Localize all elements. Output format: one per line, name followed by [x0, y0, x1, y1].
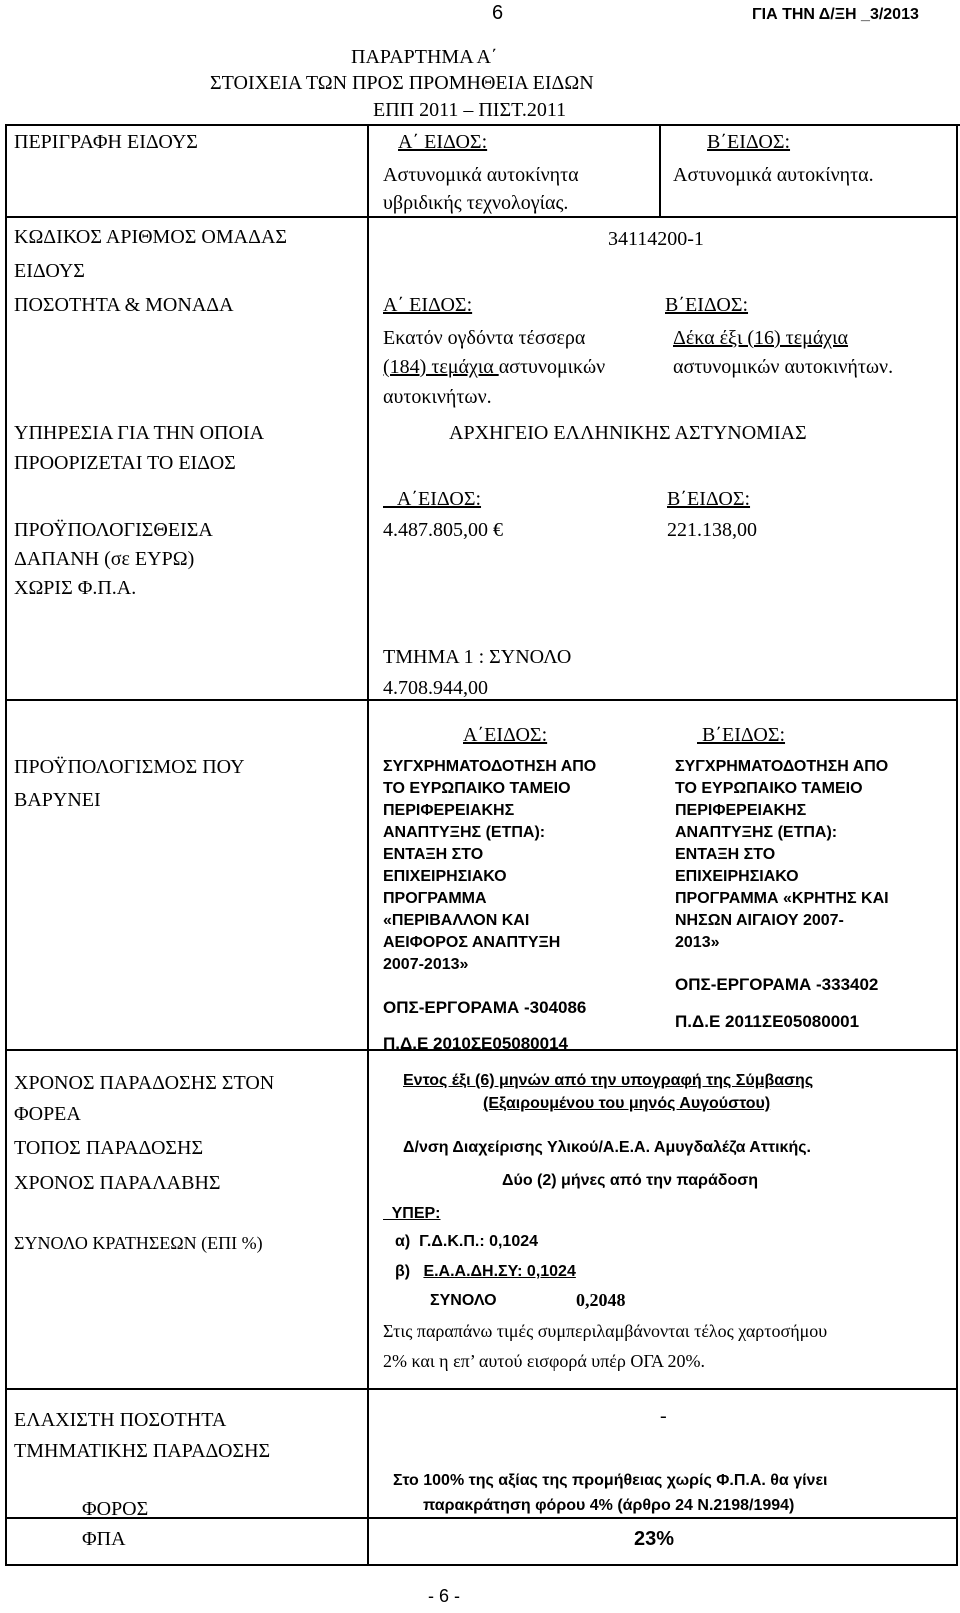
quantity-a-count-rest: αστυνομικών — [498, 356, 606, 378]
description-label: ΠΕΡΙΓΡΑΦΗ ΕΙΔΟΥΣ — [14, 131, 198, 153]
service-label: ΥΠΗΡΕΣΙΑ ΓΙΑ ΤΗΝ ΟΠΟΙΑ — [14, 422, 265, 444]
budget-b-value: 221.138,00 — [667, 519, 757, 541]
budget-label: ΠΡΟΫΠΟΛΟΓΙΣΘΕΙΣΑ — [14, 519, 213, 541]
funding-b-pde: Π.Δ.Ε 2011ΣΕ05080001 — [675, 1012, 860, 1031]
quantity-a-text: Εκατόν ογδόντα τέσσερα — [383, 327, 586, 349]
funding-a-ops: ΟΠΣ-ΕΡΓΟΡΑΜΑ -304086 — [383, 998, 587, 1017]
vat-value: 23% — [634, 1528, 675, 1550]
deductions-note-cont: 2% και η επ’ αυτού εισφορά υπέρ ΟΓΑ 20%. — [383, 1351, 705, 1371]
group-code-label: ΚΩΔΙΚΟΣ ΑΡΙΘΜΟΣ ΟΜΑΔΑΣ — [14, 226, 288, 248]
table-border-bottom — [5, 1564, 958, 1566]
annex-subtitle: ΣΤΟΙΧΕΙΑ ΤΩΝ ΠΡΟΣ ΠΡΟΜΗΘΕΙΑ ΕΙΔΩΝ — [210, 72, 594, 94]
receipt-time-label: ΧΡΟΝΟΣ ΠΑΡΑΛΑΒΗΣ — [14, 1172, 221, 1194]
vat-label: ΦΠΑ — [82, 1528, 126, 1550]
delivery-time-value: Εντος έξι (6) μηνών από την υπογραφή της Σύμβασης — [403, 1072, 814, 1089]
quantity-a-heading: Α΄ ΕΙΔΟΣ: — [383, 294, 473, 316]
delivery-place-value: Δ/νση Διαχείρισης Υλικού/Α.Ε.Α. Αμυγδαλέζα Αττικής. — [403, 1139, 811, 1156]
funding-a-heading: Α΄ΕΙΔΟΣ: — [463, 724, 548, 746]
table-border-right — [956, 124, 958, 1566]
item-a-heading: Α΄ ΕΙΔΟΣ: — [398, 131, 488, 153]
quantity-b-heading: Β΄ΕΙΔΟΣ: — [665, 294, 749, 316]
service-value: ΑΡΧΗΓΕΙΟ ΕΛΛΗΝΙΚΗΣ ΑΣΤΥΝΟΜΙΑΣ — [449, 422, 807, 444]
funding-b-ops: ΟΠΣ-ΕΡΓΟΡΑΜΑ -333402 — [675, 975, 879, 994]
min-quantity-value: - — [660, 1405, 667, 1427]
cpv-code: 34114200-1 — [608, 228, 704, 250]
budget-total-label: ΤΜΗΜΑ 1 : ΣΥΝΟΛΟ — [383, 646, 572, 668]
table-row-divider — [5, 1388, 958, 1390]
quantity-a-unit: αυτοκινήτων. — [383, 386, 492, 408]
table-border-left — [5, 124, 7, 1566]
delivery-time-label: ΧΡΟΝΟΣ ΠΑΡΑΔΟΣΗΣ ΣΤΟΝ — [14, 1072, 275, 1094]
annex-title: ΠΑΡΑΡΤΗΜΑ Α΄ — [351, 46, 498, 68]
min-quantity-label-cont: ΤΜΗΜΑΤΙΚΗΣ ΠΑΡΑΔΟΣΗΣ — [14, 1440, 271, 1462]
table-border-top — [5, 124, 960, 126]
deduction-b: β) Ε.Α.Α.ΔΗ.ΣΥ: 0,1024 — [395, 1263, 576, 1280]
quantity-b-text: Δέκα έξι (16) τεμάχια — [673, 327, 849, 349]
deductions-heading: ΥΠΕΡ: — [383, 1205, 441, 1222]
item-a-description-cont: υβριδικής τεχνολογίας. — [383, 192, 569, 214]
tax-value-cont: παρακράτηση φόρου 4% (άρθρο 24 Ν.2198/1994) — [423, 1497, 795, 1514]
deductions-note: Στις παραπάνω τιμές συμπεριλαμβάνονται τέλος χαρτοσήμου — [383, 1321, 828, 1341]
table-row-divider — [5, 216, 958, 218]
deduction-a: α) Γ.Δ.Κ.Π.: 0,1024 — [395, 1233, 539, 1250]
page-number: 6 — [492, 2, 504, 24]
funding-label: ΠΡΟΫΠΟΛΟΓΙΣΜΟΣ ΠΟΥ — [14, 756, 245, 778]
budget-b-heading: Β΄ΕΙΔΟΣ: — [667, 488, 751, 510]
budget-a-value: 4.487.805,00 € — [383, 519, 503, 541]
deductions-total-value: 0,2048 — [576, 1290, 626, 1310]
delivery-place-label: ΤΟΠΟΣ ΠΑΡΑΔΟΣΗΣ — [14, 1137, 204, 1159]
receipt-time-value: Δύο (2) μήνες από την παράδοση — [502, 1172, 758, 1189]
budget-total-value: 4.708.944,00 — [383, 677, 488, 699]
deductions-label: ΣΥΝΟΛΟ ΚΡΑΤΗΣΕΩΝ (ΕΠΙ %) — [14, 1233, 263, 1253]
funding-label-cont: ΒΑΡΥΝΕΙ — [14, 789, 101, 811]
budget-label-vat: ΧΩΡΙΣ Φ.Π.Α. — [14, 577, 137, 599]
quantity-label: ΠΟΣΟΤΗΤΑ & ΜΟΝΑΔΑ — [14, 294, 234, 316]
quantity-b-unit: αστυνομικών αυτοκινήτων. — [673, 356, 894, 378]
deduction-b-value: Ε.Α.Α.ΔΗ.ΣΥ: 0,1024 — [423, 1263, 576, 1280]
budget-a-heading: Α΄ΕΙΔΟΣ: — [383, 488, 482, 510]
service-label-cont: ΠΡΟΟΡΙΖΕΤΑΙ ΤΟ ΕΙΔΟΣ — [14, 452, 236, 474]
funding-b-heading: Β΄ΕΙΔΟΣ: — [697, 724, 786, 746]
budget-label-cont: ΔΑΠΑΝΗ (σε ΕΥΡΩ) — [14, 548, 195, 570]
funding-a-pde: Π.Δ.Ε 2010ΣΕ05080014 — [383, 1034, 568, 1053]
table-inner-divider — [659, 124, 661, 218]
table-column-divider — [367, 124, 369, 1564]
document-code: ΓΙΑ ΤΗΝ Δ/ΞΗ _3/2013 — [752, 6, 919, 23]
delivery-time-label-cont: ΦΟΡΕΑ — [14, 1103, 81, 1125]
delivery-time-exception: (Εξαιρουμένου του μηνός Αυγούστου) — [483, 1095, 771, 1112]
tax-label: ΦΟΡΟΣ — [82, 1498, 149, 1520]
deduction-a-value: Γ.Δ.Κ.Π.: 0,1024 — [419, 1233, 539, 1250]
quantity-a-count-underlined: (184) τεμάχια — [383, 356, 499, 378]
min-quantity-label: ΕΛΑΧΙΣΤΗ ΠΟΣΟΤΗΤΑ — [14, 1409, 227, 1431]
footer-page-number: - 6 - — [428, 1586, 461, 1606]
group-code-label-cont: ΕΙΔΟΥΣ — [14, 260, 85, 282]
funding-b-text: ΣΥΓΧΡΗΜΑΤΟΔΟΤΗΣΗ ΑΠΟ ΤΟ ΕΥΡΩΠΑΙΚΟ ΤΑΜΕΙΟ ΠΕΡΙΦΕΡΕΙΑΚΗΣ ΑΝΑΠΤΥΞΗΣ (ΕΤΠΑ): ΕΝΤΑΞΗ ΣΤΟ ΕΠΙΧΕΙΡΗΣΙΑΚΟ ΠΡΟΓΡΑΜΜΑ «ΚΡΗΤΗΣ ΚΑΙ ΝΗΣΩΝ ΑΙΓΑΙΟΥ 2007- 2013» — [675, 758, 889, 951]
quantity-a-count — [383, 356, 605, 379]
deductions-total-label: ΣΥΝΟΛΟ — [430, 1292, 497, 1309]
annex-program: ΕΠΠ 2011 – ΠΙΣΤ.2011 — [373, 99, 567, 121]
item-b-heading: Β΄ΕΙΔΟΣ: — [707, 131, 791, 153]
item-b-description: Αστυνομικά αυτοκίνητα. — [673, 164, 874, 186]
tax-value: Στο 100% της αξίας της προμήθειας χωρίς Φ.Π.Α. θα γίνει — [393, 1472, 828, 1489]
funding-a-text: ΣΥΓΧΡΗΜΑΤΟΔΟΤΗΣΗ ΑΠΟ ΤΟ ΕΥΡΩΠΑΙΚΟ ΤΑΜΕΙΟ ΠΕΡΙΦΕΡΕΙΑΚΗΣ ΑΝΑΠΤΥΞΗΣ (ΕΤΠΑ): ΕΝΤΑΞΗ ΣΤΟ ΕΠΙΧΕΙΡΗΣΙΑΚΟ ΠΡΟΓΡΑΜΜΑ «ΠΕΡΙΒΑΛΛΟΝ ΚΑΙ ΑΕΙΦΟΡΟΣ ΑΝΑΠΤΥΞΗ 2007-2013» — [383, 758, 597, 973]
item-a-description: Αστυνομικά αυτοκίνητα — [383, 164, 579, 186]
